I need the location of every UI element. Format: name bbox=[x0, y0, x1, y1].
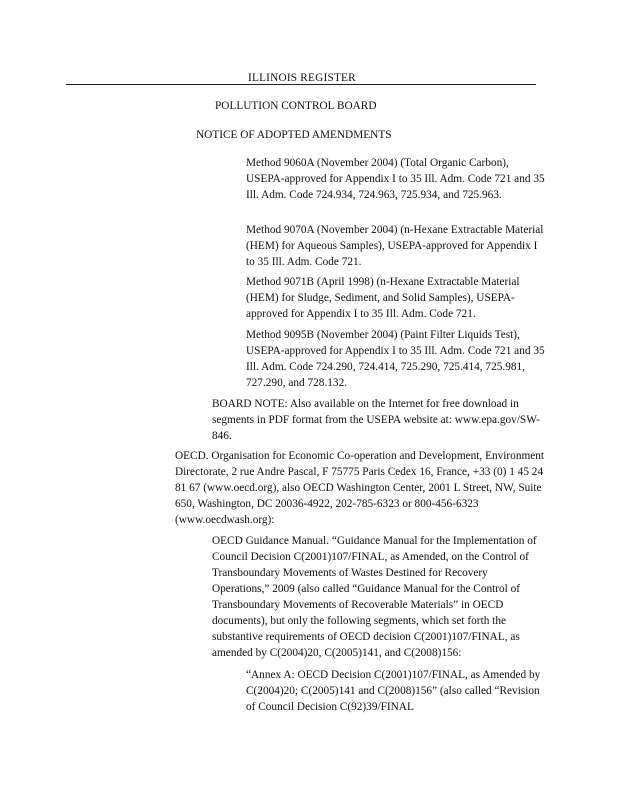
oecd-guidance-paragraph: OECD Guidance Manual. “Guidance Manual for the Implementation of Council Decision C(2001)107/FINAL, as Amended, on the Control of Transboundary Movements of Wastes Destined for Recovery Operations,” 2009 (also called “Guidance Manual for the Control of Transboundary Movements of Recoverable Materials” in OECD documents), but only the following segments, which set forth the substantive requirements of OECD decision C(2001)107/FINAL, as amended by C(2004)20, C(2005)141, and C(2008)156: bbox=[212, 535, 537, 659]
method-9095b: Method 9095B (November 2004) (Paint Filter Liquids Test), USEPA-approved for Appendix I to 35 Ill. Adm. Code 721 and 35 Ill. Adm. Code 724.290, 724.414, 725.290, 725.414, 725.981, 727.290, and 728.132. bbox=[246, 329, 545, 389]
agency-name: POLLUTION CONTROL BOARD bbox=[215, 100, 377, 112]
register-title: ILLINOIS REGISTER bbox=[248, 72, 356, 84]
header-rule bbox=[66, 84, 536, 85]
board-note: BOARD NOTE: Also available on the Internet for free download in segments in PDF format from the USEPA website at: www.epa.gov/SW-846. bbox=[212, 398, 541, 442]
annex-a-paragraph: “Annex A: OECD Decision C(2001)107/FINAL, as Amended by C(2004)20; C(2005)141 and C(2008)156” (also called “Revision of Council Decision C(92)39/FINAL bbox=[246, 669, 541, 713]
notice-title: NOTICE OF ADOPTED AMENDMENTS bbox=[196, 129, 392, 141]
oecd-paragraph: OECD. Organisation for Economic Co-operation and Development, Environment Directorate, 2 rue Andre Pascal, F 75775 Paris Cedex 16, France, +33 (0) 1 45 24 81 67 (www.oecd.org), also OECD Washington Center, 2001 L Street, NW, Suite 650, Washington, DC 20036-4922, 202-785-6323 or 800-456-6323 (www.oecdwash.org): bbox=[175, 450, 545, 526]
method-9070a: Method 9070A (November 2004) (n-Hexane Extractable Material (HEM) for Aqueous Samples), USEPA-approved for Appendix I to 35 Ill. Adm. Code 721. bbox=[246, 224, 544, 268]
method-9060a: Method 9060A (November 2004) (Total Organic Carbon), USEPA-approved for Appendix I to 35 Ill. Adm. Code 721 and 35 Ill. Adm. Code 724.934, 724.963, 725.934, and 725.963. bbox=[246, 157, 545, 201]
method-9071b: Method 9071B (April 1998) (n-Hexane Extractable Material (HEM) for Sludge, Sediment, and Solid Samples), USEPA-approved for Appendix I to 35 Ill. Adm. Code 721. bbox=[246, 276, 520, 320]
